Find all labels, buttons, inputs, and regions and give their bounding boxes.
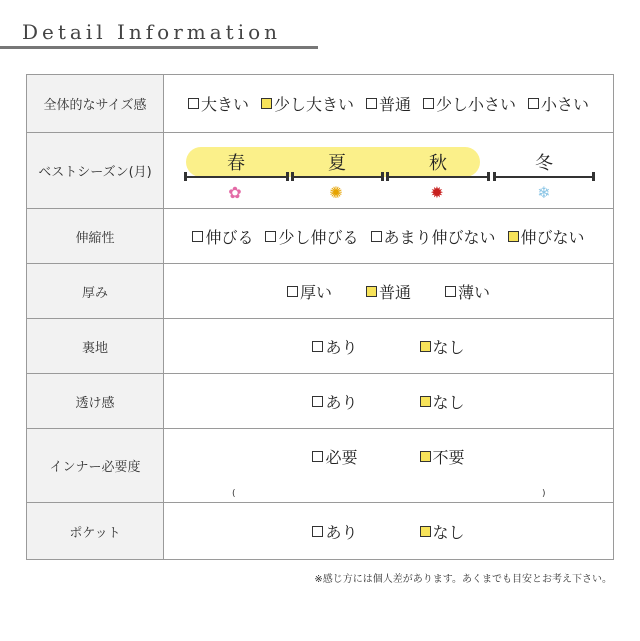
detail-table bbox=[26, 74, 614, 560]
option-label: あり bbox=[325, 522, 358, 542]
season-tick bbox=[184, 172, 187, 181]
sunflower-icon: ✺ bbox=[329, 183, 343, 202]
checkbox-empty-icon bbox=[371, 231, 382, 242]
row-label: 全体的なサイズ感 bbox=[27, 75, 164, 133]
option-label: 小さい bbox=[541, 95, 590, 114]
checkbox-checked-icon bbox=[420, 341, 431, 352]
season-tick bbox=[386, 172, 389, 181]
option-pocket-1 bbox=[420, 520, 465, 543]
option-stretch-1 bbox=[265, 225, 358, 248]
option-label: 不要 bbox=[432, 448, 465, 467]
option-label: なし bbox=[432, 522, 465, 542]
footnote: ※感じ方には個人差があります。あくまでも目安とお考え下さい。 bbox=[314, 574, 612, 585]
option-sheer-1 bbox=[420, 390, 465, 413]
option-label: 伸びない bbox=[520, 227, 585, 247]
row-label: 裏地 bbox=[27, 319, 164, 374]
option-group bbox=[164, 390, 613, 413]
checkbox-empty-icon bbox=[528, 98, 539, 109]
option-label: 薄い bbox=[458, 282, 491, 302]
season-winter: 冬 bbox=[535, 153, 553, 174]
checkbox-empty-icon bbox=[265, 231, 276, 242]
season-line bbox=[186, 176, 288, 178]
season-autumn: 秋 bbox=[429, 153, 447, 174]
option-fit-0 bbox=[188, 92, 249, 115]
option-stretch-0 bbox=[192, 225, 253, 248]
page-title: Detail Information bbox=[22, 20, 282, 44]
option-inner-0 bbox=[312, 445, 357, 468]
checkbox-empty-icon bbox=[312, 526, 323, 537]
snowflake-icon: ❄ bbox=[537, 183, 551, 202]
checkbox-checked-icon bbox=[261, 98, 272, 109]
checkbox-checked-icon bbox=[366, 286, 377, 297]
row-season bbox=[27, 133, 614, 209]
row-label: 透け感 bbox=[27, 374, 164, 429]
option-pocket-0 bbox=[312, 520, 357, 543]
option-label: あり bbox=[325, 337, 358, 357]
paren-close: ) bbox=[542, 489, 546, 499]
row-label: 伸縮性 bbox=[27, 209, 164, 264]
season-line bbox=[494, 176, 594, 178]
season-tick bbox=[286, 172, 289, 181]
option-inner-1 bbox=[420, 445, 465, 468]
row-pocket bbox=[27, 503, 614, 560]
season-summer: 夏 bbox=[328, 153, 346, 174]
season-tick bbox=[381, 172, 384, 181]
option-thickness-2 bbox=[445, 280, 490, 303]
option-label: 大きい bbox=[200, 95, 249, 114]
season-spring: 春 bbox=[227, 153, 245, 174]
row-label: 厚み bbox=[27, 264, 164, 319]
option-label: なし bbox=[432, 392, 465, 412]
option-lining-0 bbox=[312, 335, 357, 358]
row-label: ポケット bbox=[27, 503, 164, 560]
option-fit-4 bbox=[528, 92, 589, 115]
option-group bbox=[164, 92, 613, 115]
option-label: 伸びる bbox=[205, 227, 254, 247]
option-label: 少し伸びる bbox=[278, 227, 359, 247]
row-thickness bbox=[27, 264, 614, 319]
option-fit-2 bbox=[366, 92, 411, 115]
season-line bbox=[292, 176, 382, 178]
flower-icon: ✿ bbox=[228, 183, 242, 202]
season-line bbox=[386, 176, 488, 178]
row-label: インナー必要度 bbox=[27, 429, 164, 503]
option-label: あり bbox=[325, 392, 358, 412]
checkbox-checked-icon bbox=[420, 526, 431, 537]
checkbox-checked-icon bbox=[420, 451, 431, 462]
option-group bbox=[164, 335, 613, 358]
option-label: 少し小さい bbox=[436, 95, 517, 114]
option-label: 普通 bbox=[378, 95, 411, 114]
season-tick bbox=[291, 172, 294, 181]
checkbox-empty-icon bbox=[366, 98, 377, 109]
season-tick bbox=[592, 172, 595, 181]
option-fit-1 bbox=[261, 92, 354, 115]
maple-leaf-icon: ✹ bbox=[430, 183, 444, 202]
option-label: なし bbox=[432, 337, 465, 357]
checkbox-empty-icon bbox=[188, 98, 199, 109]
checkbox-empty-icon bbox=[192, 231, 203, 242]
option-sheer-0 bbox=[312, 390, 357, 413]
row-sheer bbox=[27, 374, 614, 429]
checkbox-empty-icon bbox=[287, 286, 298, 297]
option-label: 普通 bbox=[378, 282, 411, 302]
option-group bbox=[164, 225, 613, 248]
checkbox-empty-icon bbox=[312, 341, 323, 352]
checkbox-empty-icon bbox=[423, 98, 434, 109]
checkbox-checked-icon bbox=[508, 231, 519, 242]
option-thickness-0 bbox=[287, 280, 332, 303]
option-stretch-2 bbox=[371, 225, 496, 248]
row-inner bbox=[27, 429, 614, 503]
option-group bbox=[164, 445, 613, 468]
checkbox-empty-icon bbox=[312, 396, 323, 407]
row-stretch bbox=[27, 209, 614, 264]
row-lining bbox=[27, 319, 614, 374]
checkbox-empty-icon bbox=[312, 451, 323, 462]
title-underline bbox=[0, 46, 318, 49]
option-group bbox=[164, 520, 613, 543]
option-thickness-1 bbox=[366, 280, 411, 303]
season-tick bbox=[487, 172, 490, 181]
season-tick bbox=[493, 172, 496, 181]
option-stretch-3 bbox=[508, 225, 585, 248]
option-label: 厚い bbox=[299, 282, 332, 302]
option-label: あまり伸びない bbox=[383, 227, 496, 247]
paren-open: ( bbox=[232, 489, 236, 499]
option-label: 必要 bbox=[325, 448, 358, 467]
row-fit bbox=[27, 75, 614, 133]
option-group bbox=[164, 280, 613, 303]
row-label: ベストシーズン(月) bbox=[27, 133, 164, 209]
option-fit-3 bbox=[423, 92, 516, 115]
option-lining-1 bbox=[420, 335, 465, 358]
checkbox-checked-icon bbox=[420, 396, 431, 407]
option-label: 少し大きい bbox=[273, 95, 354, 114]
checkbox-empty-icon bbox=[445, 286, 456, 297]
season-scale bbox=[164, 133, 613, 208]
